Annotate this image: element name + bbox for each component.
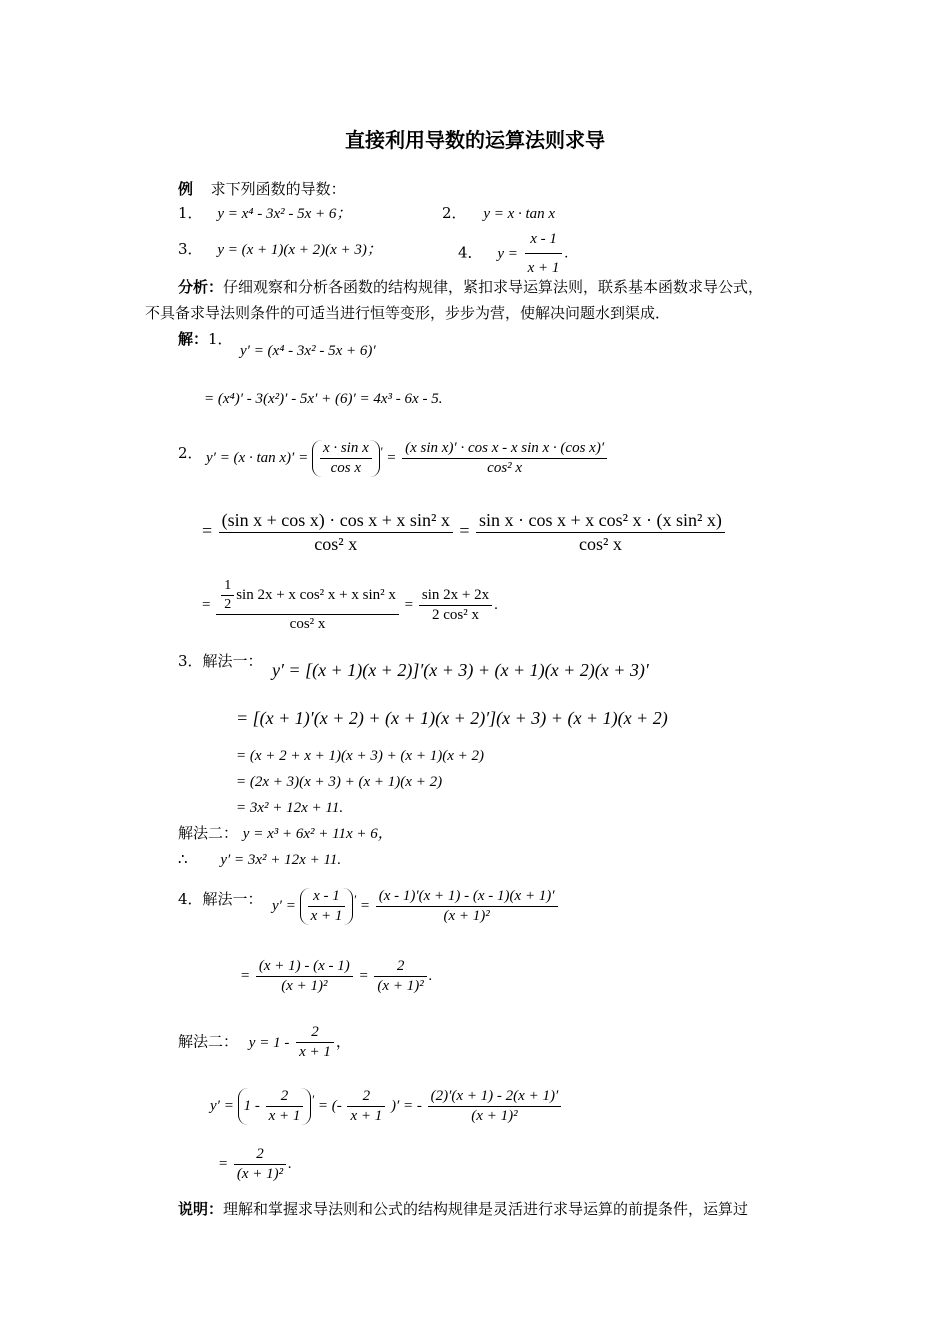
item-number: 3．	[178, 240, 203, 258]
numerator-rest: sin 2x + x cos² x + x sin² x	[236, 586, 396, 603]
example-item-2	[442, 200, 555, 227]
fraction-numerator: 2	[296, 1024, 334, 1043]
solution-heading	[178, 326, 233, 352]
fraction-numerator: sin x · cos x + x cos² x · (x sin² x)	[476, 510, 725, 533]
equals-sign: =	[404, 596, 414, 613]
fraction-numerator	[216, 578, 399, 615]
expression: y = x³ + 6x² + 11x + 6，	[242, 826, 393, 842]
equals-sign: =	[240, 967, 251, 984]
fraction-denominator: x + 1	[350, 1108, 383, 1124]
fraction	[347, 1088, 385, 1125]
fraction-numerator: 2	[374, 958, 426, 977]
p2-line-3	[202, 578, 498, 633]
note-text: 理解和掌握求导法则和公式的结构规律是灵活进行求导运算的前提条件，运算过	[223, 1200, 749, 1218]
item-number: 2．	[442, 204, 467, 222]
expression: y′ = 3x² + 12x + 11.	[220, 852, 342, 868]
p3-conclusion	[178, 846, 341, 873]
expression: y′ =	[272, 897, 296, 914]
item-number: 1．	[178, 204, 203, 222]
therefore-symbol: ∴	[178, 850, 188, 868]
p2-line-1	[206, 440, 609, 477]
fraction-numerator: 1	[221, 578, 234, 596]
fraction-numerator: x - 1	[308, 888, 346, 907]
equals-sign: =	[459, 520, 470, 541]
problem-number: 4．	[178, 890, 203, 908]
item-suffix: .	[564, 245, 569, 262]
example-item-4	[458, 226, 568, 281]
fraction	[308, 888, 346, 925]
p4-method-2-line-3	[218, 1146, 292, 1183]
equals-sign: =	[218, 1155, 229, 1172]
fraction-denominator: (x + 1)²	[281, 978, 328, 994]
fraction-numerator: 2	[347, 1088, 385, 1107]
method-label: 解法二：	[178, 824, 239, 842]
fraction-numerator: (x - 1)′(x + 1) - (x - 1)(x + 1)′	[376, 888, 558, 907]
expression: y′ =	[210, 1097, 234, 1114]
p2-line-2	[202, 510, 727, 555]
fraction	[525, 226, 563, 281]
p4-heading	[178, 886, 263, 912]
fraction-numerator: (2)′(x + 1) - 2(x + 1)′	[428, 1088, 562, 1107]
method-label: 解法二：	[178, 1032, 239, 1051]
example-heading	[178, 176, 346, 202]
example-item-3	[178, 236, 382, 263]
expression: y′ = (x · tan x)′ =	[206, 449, 309, 466]
p3-m1-line-1: y′ = [(x + 1)(x + 2)]′(x + 3) + (x + 1)(x + 2)(x + 3)′	[272, 660, 649, 680]
item-expression: y = x · tan x	[483, 206, 556, 222]
example-prompt: 求下列函数的导数：	[210, 180, 346, 198]
equals-sign: =	[358, 967, 369, 984]
p3-m1-line-4: = (2x + 3)(x + 3) + (x + 1)(x + 2)	[236, 774, 443, 790]
period: .	[494, 596, 498, 613]
solution-label: 解：	[178, 330, 209, 348]
fraction-denominator: (x + 1)²	[443, 908, 490, 924]
analysis-text: 仔细观察和分析各函数的结构规律，紧扣求导运算法则，联系基本函数求导公式，	[223, 278, 764, 296]
problem-number: 1．	[208, 330, 233, 348]
analysis-label: 分析：	[178, 278, 224, 296]
note-line	[178, 1196, 748, 1222]
expression: = (-	[317, 1097, 342, 1114]
item-expression: y = (x + 1)(x + 2)(x + 3)；	[217, 242, 382, 258]
fraction	[402, 440, 607, 477]
method-label: 解法一：	[202, 890, 263, 908]
p4-method-2-line-2	[210, 1088, 563, 1125]
note-label: 说明：	[178, 1200, 224, 1218]
fraction-denominator: cos² x	[289, 616, 326, 632]
equals-sign: =	[359, 897, 370, 914]
fraction-denominator: 2	[224, 597, 232, 612]
fraction-denominator: x + 1	[527, 260, 560, 276]
bracket-group	[312, 440, 380, 477]
fraction-numerator: (sin x + cos x) · cos x + x sin² x	[219, 510, 453, 533]
example-label: 例	[178, 180, 194, 198]
bracket-group	[300, 888, 357, 925]
p2-number: 2．	[178, 444, 203, 462]
fraction-denominator: x + 1	[299, 1044, 331, 1060]
item-expression-prefix: y =	[497, 245, 518, 262]
expression: )′ = -	[390, 1097, 422, 1114]
fraction-denominator: x + 1	[268, 1108, 301, 1124]
fraction-numerator: 2	[266, 1088, 304, 1107]
equals-sign: =	[202, 596, 211, 613]
p4-m1-line-1	[272, 888, 560, 925]
equals-sign: =	[202, 520, 213, 541]
fraction-denominator: cos² x	[579, 534, 622, 554]
fraction	[476, 510, 725, 555]
expression: y = 1 -	[248, 1034, 290, 1051]
fraction	[320, 440, 372, 477]
p4-method-2-line-1	[178, 1024, 351, 1061]
fraction	[234, 1146, 286, 1183]
fraction	[419, 587, 492, 624]
fraction	[256, 958, 353, 995]
fraction-denominator: cos² x	[314, 534, 358, 554]
method-label: 解法一：	[202, 652, 263, 670]
page-title: 直接利用导数的运算法则求导	[345, 128, 605, 152]
p4-m1-line-2	[240, 958, 432, 995]
prime-mark: ′	[379, 444, 383, 459]
p1-line-1: y′ = (x⁴ - 3x² - 5x + 6)′	[240, 343, 376, 359]
fraction-denominator: 2 cos² x	[431, 607, 479, 623]
fraction-denominator: (x + 1)²	[377, 978, 424, 994]
fraction	[296, 1024, 334, 1061]
p1-line-2: = (x⁴)′ - 3(x²)′ - 5x′ + (6)′ = 4x³ - 6x - 5.	[204, 391, 443, 407]
p3-m1-line-2: = [(x + 1)′(x + 2) + (x + 1)(x + 2)′](x + 3) + (x + 1)(x + 2)	[236, 708, 668, 728]
item-expression: y = x⁴ - 3x² - 5x + 6；	[217, 206, 352, 222]
example-item-1	[178, 200, 351, 227]
fraction-denominator: x + 1	[310, 908, 343, 924]
p3-heading	[178, 648, 263, 674]
p3-method-2	[178, 820, 393, 847]
prime-mark: ′	[311, 1092, 315, 1107]
fraction-denominator: (x + 1)²	[471, 1108, 518, 1124]
fraction	[266, 1088, 304, 1125]
fraction-numerator: x · sin x	[320, 440, 372, 459]
fraction	[374, 958, 426, 995]
fraction-numerator: sin 2x + 2x	[419, 587, 492, 606]
equals-sign: =	[386, 449, 397, 466]
period: .	[288, 1155, 292, 1172]
expression: 1 -	[243, 1097, 260, 1114]
comma: ，	[335, 1032, 351, 1051]
p3-m1-line-5: = 3x² + 12x + 11.	[236, 800, 344, 816]
fraction-numerator: 2	[234, 1146, 286, 1165]
fraction-numerator: x - 1	[525, 226, 563, 254]
fraction-denominator: (x + 1)²	[236, 1166, 284, 1182]
fraction	[219, 510, 453, 555]
half-fraction	[221, 578, 234, 613]
fraction-denominator: cos x	[330, 460, 362, 476]
fraction	[376, 888, 558, 925]
problem-number: 3．	[178, 652, 203, 670]
p3-m1-line-3: = (x + 2 + x + 1)(x + 3) + (x + 1)(x + 2)	[236, 748, 484, 764]
fraction	[216, 578, 399, 633]
fraction-numerator: (x + 1) - (x - 1)	[256, 958, 353, 977]
fraction-numerator: (x sin x)′ · cos x - x sin x · (cos x)′	[402, 440, 607, 459]
bracket-group	[238, 1088, 315, 1125]
analysis-line-1	[178, 274, 763, 300]
analysis-line-2: 不具备求导法则条件的可适当进行恒等变形，步步为营，使解决问题水到渠成．	[145, 304, 671, 322]
fraction-denominator: cos² x	[487, 460, 523, 476]
item-number: 4．	[458, 243, 483, 262]
fraction	[428, 1088, 562, 1125]
period: .	[428, 967, 433, 984]
prime-mark: ′	[353, 892, 357, 907]
